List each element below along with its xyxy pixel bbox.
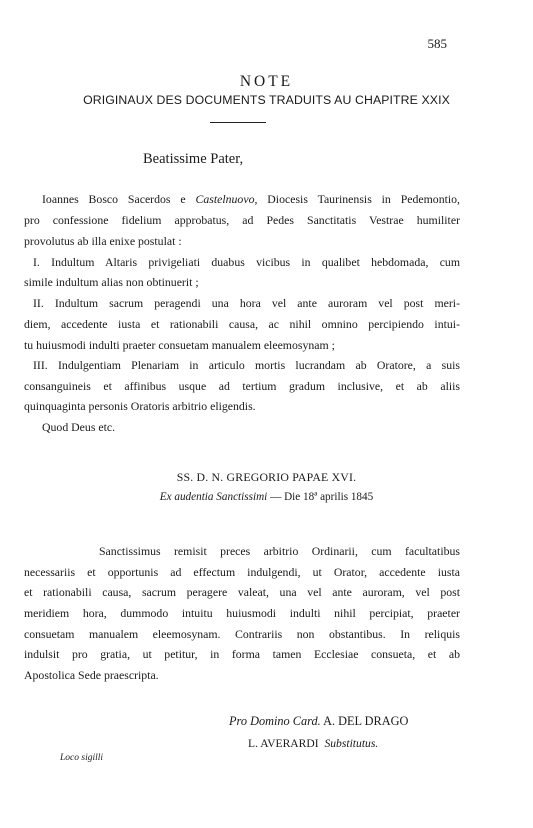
audience-line: Ex audentia Sanctissimi — Die 18ª aprilis 1845 bbox=[159, 491, 374, 503]
page-number: 585 bbox=[427, 36, 447, 51]
petition-line: quinquaginta personis Oratoris arbitrio eligendis. bbox=[24, 399, 256, 413]
rescript-line: Sanctissimus remisit preces arbitrio Ordinarii, cum facultatibus bbox=[99, 544, 460, 558]
rescript-title: SS. D. N. GREGORIO PAPAE XVI. bbox=[176, 470, 357, 484]
petition-line: diem, accedente iusta et rationabili causa, ac nihil omnino percipiendo intui- bbox=[24, 317, 460, 331]
rescript-line: meridiem hora, dummodo intuitu huiusmodi indulti nihil percipiat, praeter bbox=[24, 606, 460, 620]
title-rule bbox=[210, 122, 266, 123]
note-subtitle: ORIGINAUX DES DOCUMENTS TRADUITS AU CHAPITRE XXIX bbox=[83, 93, 450, 107]
petition-line: consanguineis et affinibus usque ad tertium gradum inclusive, et ab aliis bbox=[24, 379, 460, 393]
petition-line: provolutus ab illa enixe postulat : bbox=[24, 234, 182, 248]
rescript-line: necessariis et opportunis ad effectum indulgendi, ut Orator, accedente iusta bbox=[24, 565, 460, 579]
rescript-line: Apostolica Sede praescripta. bbox=[24, 668, 159, 682]
petition-line-1: Ioannes Bosco Sacerdos e Castelnuovo, Diocesis Taurinensis in Pedemontio, bbox=[42, 192, 460, 206]
seal-note: Loco sigilli bbox=[60, 753, 104, 763]
rescript-line: consuetam manualem eleemosynam. Contrariis non obstantibus. In reliquis bbox=[24, 627, 460, 641]
note-title: NOTE bbox=[239, 73, 294, 90]
petition-line: tu huiusmodi indulti praeter consuetam manualem eleemosynam ; bbox=[24, 338, 335, 352]
signature-cardinal: Pro Domino Card. A. DEL DRAGO bbox=[229, 714, 409, 728]
rescript-line: indulsit pro gratia, ut petitur, in forma tamen Ecclesiae consueta, et ab bbox=[24, 647, 460, 661]
closing-formula: Quod Deus etc. bbox=[42, 420, 116, 434]
petition-line: simile indultum alias non obtinuerit ; bbox=[24, 275, 199, 289]
rescript-line: et rationabili causa, sacrum peragere valeat, una vel ante auroram, vel post bbox=[24, 585, 460, 599]
petition-item-3: III. Indulgentiam Plenariam in articulo mortis lucrandam ab Oratore, a suis bbox=[33, 358, 460, 372]
petition-line: pro confessione fidelium approbatus, ad Pedes Sanctitatis Vestrae humiliter bbox=[24, 213, 460, 227]
place-name: Castelnuovo bbox=[195, 192, 255, 206]
petition-item-1: I. Indultum Altaris privigeliati duabus vicibus in qualibet hebdomada, cum bbox=[33, 255, 460, 269]
petition-item-2: II. Indultum sacrum peragendi una hora vel ante auroram vel post meri- bbox=[33, 296, 460, 310]
salutation: Beatissime Pater, bbox=[143, 151, 244, 167]
signature-substitute: L. AVERARDI Substitutus. bbox=[248, 737, 379, 750]
